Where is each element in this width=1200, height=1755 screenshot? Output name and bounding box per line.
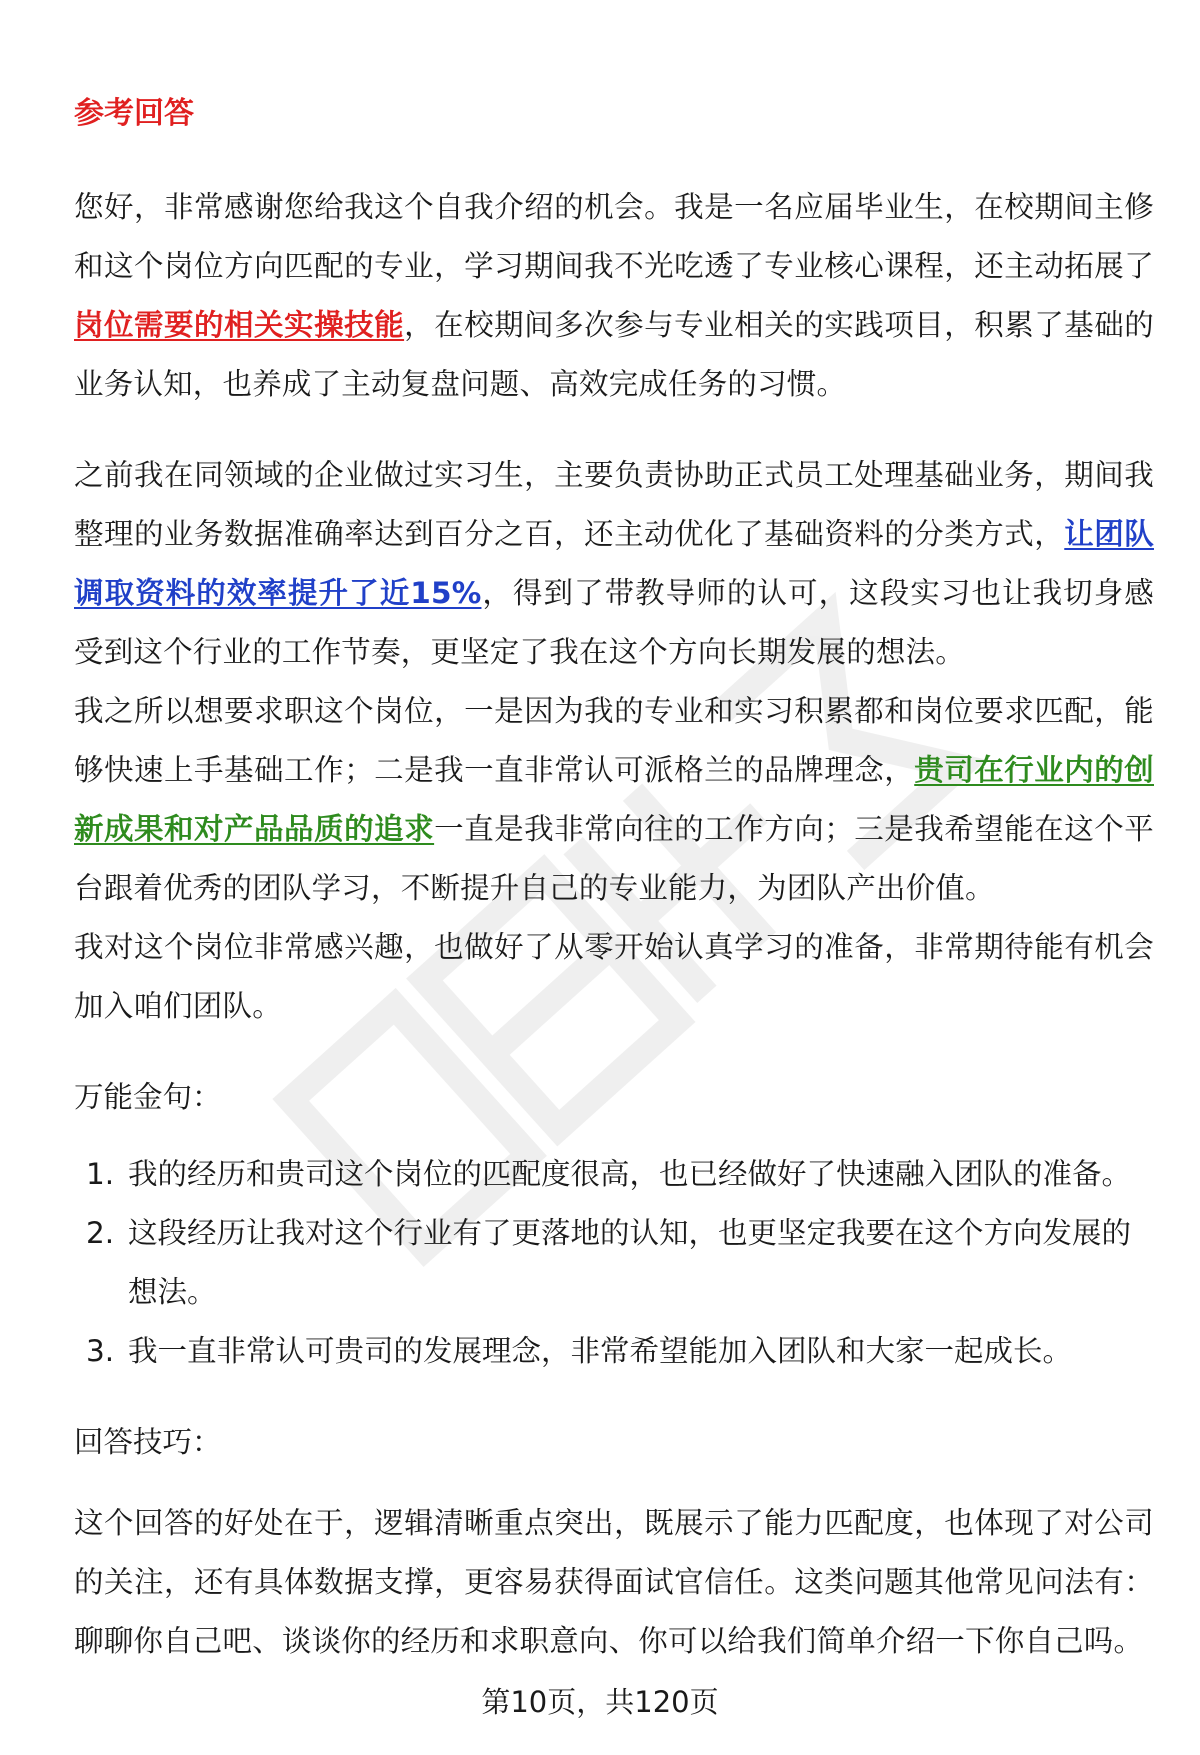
page-number-footer: 第10页，共120页 <box>481 1685 719 1719</box>
answer-paragraph-3: 我之所以想要求职这个岗位，一是因为我的专业和实习积累都和岗位要求匹配，能够快速上手基础工作；二是我一直非常认可派格兰的品牌理念，贵司在行业内的创新成果和对产品品质的追求一直是我非常向往的工作方向；三是我希望能在这个平台跟着优秀的团队学习，不断提升自己的专业能力，为团队产出价值。 <box>74 694 1154 905</box>
list-item: 3. 我一直非常认可贵司的发展理念，非常希望能加入团队和大家一起成长。 <box>86 1334 1073 1368</box>
answer-tips-label: 回答技巧： <box>74 1425 222 1459</box>
answer-paragraph-2: 之前我在同领域的企业做过实习生，主要负责协助正式员工处理基础业务，期间我整理的业务数据准确率达到百分之百，还主动优化了基础资料的分类方式，让团队调取资料的效率提升了近15%，得到了带教导师的认可，这段实习也让我切身感受到这个行业的工作节奏，更坚定了我在这个方向长期发展的想法。 <box>74 458 1154 669</box>
document-page <box>74 80 1154 1671</box>
list-item: 1. 我的经历和贵司这个岗位的匹配度很高，也已经做好了快速融入团队的准备。 <box>86 1157 1132 1191</box>
list-item: 2. 这段经历让我对这个行业有了更落地的认知，也更坚定我要在这个方向发展的想法。 <box>86 1216 1132 1309</box>
highlight-practical-skills: 岗位需要的相关实操技能 <box>74 308 405 342</box>
answer-tips-text: 这个回答的好处在于，逻辑清晰重点突出，既展示了能力匹配度，也体现了对公司的关注，还有具体数据支撑，更容易获得面试官信任。这类问题其他常见问法有：聊聊你自己吧、谈谈你的经历和求职意向、你可以给我们简单介绍一下你自己吗。 <box>74 1506 1154 1658</box>
reference-answer-heading: 参考回答 <box>74 96 194 131</box>
highlight-innovation: 贵司在行业内的创新成果和对产品品质的追求 <box>74 753 1154 846</box>
answer-paragraph-4: 我对这个岗位非常感兴趣，也做好了从零开始认真学习的准备，非常期待能有机会加入咱们团队。 <box>74 930 1154 1023</box>
answer-paragraph-1: 您好，非常感谢您给我这个自我介绍的机会。我是一名应届毕业生，在校期间主修和这个岗位方向匹配的专业，学习期间我不光吃透了专业核心课程，还主动拓展了岗位需要的相关实操技能，在校期间多次参与专业相关的实践项目，积累了基础的业务认知，也养成了主动复盘问题、高效完成任务的习惯。 <box>74 190 1154 401</box>
golden-sentences-label: 万能金句： <box>74 1080 222 1114</box>
golden-sentences-list <box>74 1145 1154 1381</box>
highlight-efficiency: 让团队调取资料的效率提升了近15% <box>74 517 1154 610</box>
